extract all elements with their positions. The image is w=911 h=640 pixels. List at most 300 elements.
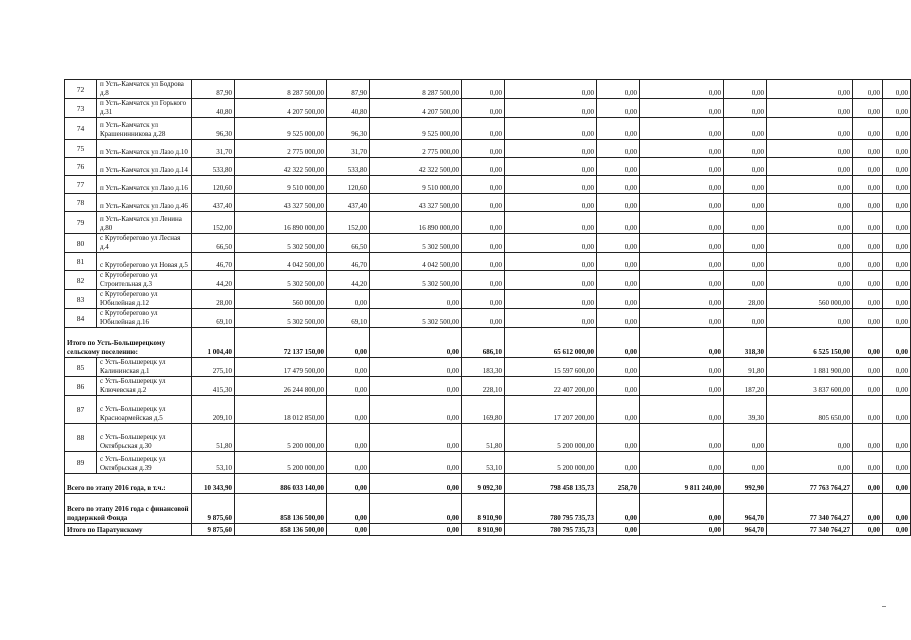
table-row: [65, 176, 911, 194]
value-cell: 5 200 000,00: [505, 452, 597, 474]
value-cell: 0,00: [597, 234, 640, 253]
value-cell: 0,00: [370, 424, 462, 452]
value-cell: 0,00: [505, 234, 597, 253]
value-cell: 0,00: [640, 290, 724, 309]
value-cell: 0,00: [505, 290, 597, 309]
table-row: [65, 140, 911, 158]
value-cell: 533,80: [192, 158, 235, 176]
value-cell: 44,20: [327, 271, 370, 290]
value-cell: 0,00: [370, 452, 462, 474]
value-cell: 43 327 500,00: [235, 194, 327, 212]
value-cell: 0,00: [853, 290, 883, 309]
value-cell: 0,00: [370, 524, 462, 536]
value-cell: 0,00: [883, 474, 911, 494]
value-cell: 0,00: [883, 80, 911, 99]
table-row: [65, 118, 911, 140]
value-cell: 0,00: [505, 176, 597, 194]
value-cell: 40,80: [327, 99, 370, 118]
value-cell: 0,00: [640, 118, 724, 140]
value-cell: 0,00: [462, 253, 505, 271]
row-number: 83: [65, 290, 97, 309]
value-cell: 0,00: [640, 234, 724, 253]
value-cell: 152,00: [327, 212, 370, 234]
row-number: 86: [65, 377, 97, 396]
value-cell: 533,80: [327, 158, 370, 176]
value-cell: 0,00: [883, 99, 911, 118]
value-cell: 0,00: [883, 194, 911, 212]
value-cell: 28,00: [724, 290, 767, 309]
table-row: [65, 80, 911, 99]
value-cell: 0,00: [767, 271, 853, 290]
address-cell: с Усть-Большерецк ул Калининская д.1: [97, 358, 192, 377]
value-cell: 0,00: [597, 396, 640, 424]
value-cell: 0,00: [505, 80, 597, 99]
value-cell: 4 207 500,00: [235, 99, 327, 118]
row-number: 77: [65, 176, 97, 194]
value-cell: 0,00: [462, 99, 505, 118]
value-cell: 31,70: [327, 140, 370, 158]
value-cell: 415,30: [192, 377, 235, 396]
value-cell: 0,00: [640, 140, 724, 158]
value-cell: 5 302 500,00: [235, 234, 327, 253]
value-cell: 0,00: [767, 176, 853, 194]
value-cell: 0,00: [767, 99, 853, 118]
value-cell: 0,00: [853, 494, 883, 524]
value-cell: 0,00: [597, 158, 640, 176]
value-cell: 0,00: [724, 158, 767, 176]
table-row: [65, 396, 911, 424]
value-cell: 318,30: [724, 328, 767, 358]
address-cell: п Усть-Камчатск ул Лазо д.16: [97, 176, 192, 194]
value-cell: 77 340 764,27: [767, 524, 853, 536]
value-cell: 16 890 000,00: [235, 212, 327, 234]
value-cell: 0,00: [640, 524, 724, 536]
value-cell: 0,00: [883, 271, 911, 290]
value-cell: 805 650,00: [767, 396, 853, 424]
value-cell: 0,00: [767, 80, 853, 99]
value-cell: 0,00: [883, 212, 911, 234]
value-cell: 53,10: [462, 452, 505, 474]
value-cell: 0,00: [767, 158, 853, 176]
value-cell: 0,00: [505, 253, 597, 271]
value-cell: 0,00: [883, 309, 911, 328]
value-cell: 0,00: [767, 253, 853, 271]
table-body: [65, 80, 911, 536]
value-cell: 46,70: [327, 253, 370, 271]
value-cell: 0,00: [767, 452, 853, 474]
value-cell: 0,00: [597, 452, 640, 474]
value-cell: 0,00: [883, 118, 911, 140]
value-cell: 42 322 500,00: [370, 158, 462, 176]
value-cell: 0,00: [597, 118, 640, 140]
value-cell: 8 910,90: [462, 494, 505, 524]
address-cell: п Усть-Камчатск ул Горького д.31: [97, 99, 192, 118]
value-cell: 0,00: [883, 494, 911, 524]
value-cell: 87,90: [192, 80, 235, 99]
value-cell: 0,00: [327, 358, 370, 377]
value-cell: 0,00: [462, 158, 505, 176]
value-cell: 46,70: [192, 253, 235, 271]
value-cell: 0,00: [853, 176, 883, 194]
value-cell: 886 033 140,00: [235, 474, 327, 494]
value-cell: 0,00: [640, 452, 724, 474]
value-cell: 0,00: [597, 194, 640, 212]
address-cell: п Усть-Камчатск ул Ленина д.80: [97, 212, 192, 234]
value-cell: 0,00: [327, 424, 370, 452]
value-cell: 0,00: [597, 212, 640, 234]
row-number: 72: [65, 80, 97, 99]
value-cell: 152,00: [192, 212, 235, 234]
value-cell: 4 042 500,00: [235, 253, 327, 271]
value-cell: 686,10: [462, 328, 505, 358]
value-cell: 0,00: [462, 194, 505, 212]
value-cell: 0,00: [724, 194, 767, 212]
value-cell: 0,00: [853, 140, 883, 158]
address-cell: с Усть-Большерецк ул Ключевская д.2: [97, 377, 192, 396]
value-cell: 8 287 500,00: [370, 80, 462, 99]
value-cell: 65 612 000,00: [505, 328, 597, 358]
value-cell: 0,00: [640, 328, 724, 358]
value-cell: 51,80: [462, 424, 505, 452]
value-cell: 72 137 150,00: [235, 328, 327, 358]
value-cell: 0,00: [327, 377, 370, 396]
value-cell: 0,00: [462, 118, 505, 140]
value-cell: 0,00: [597, 140, 640, 158]
value-cell: 9 510 000,00: [235, 176, 327, 194]
row-number: 80: [65, 234, 97, 253]
value-cell: 0,00: [327, 524, 370, 536]
value-cell: 16 890 000,00: [370, 212, 462, 234]
row-number: 74: [65, 118, 97, 140]
value-cell: 87,90: [327, 80, 370, 99]
value-cell: 0,00: [640, 158, 724, 176]
value-cell: 0,00: [597, 80, 640, 99]
value-cell: 0,00: [597, 271, 640, 290]
value-cell: 0,00: [640, 271, 724, 290]
value-cell: 0,00: [505, 271, 597, 290]
value-cell: 0,00: [883, 424, 911, 452]
value-cell: 0,00: [462, 176, 505, 194]
value-cell: 0,00: [724, 176, 767, 194]
value-cell: 6 525 150,00: [767, 328, 853, 358]
value-cell: 0,00: [883, 290, 911, 309]
value-cell: 0,00: [883, 158, 911, 176]
value-cell: 9 525 000,00: [370, 118, 462, 140]
value-cell: 0,00: [883, 234, 911, 253]
value-cell: 18 012 850,00: [235, 396, 327, 424]
value-cell: 66,50: [327, 234, 370, 253]
value-cell: 0,00: [640, 309, 724, 328]
row-number: 89: [65, 452, 97, 474]
value-cell: 69,10: [327, 309, 370, 328]
value-cell: 0,00: [853, 452, 883, 474]
value-cell: 0,00: [767, 212, 853, 234]
value-cell: 0,00: [853, 80, 883, 99]
value-cell: 0,00: [853, 194, 883, 212]
value-cell: 8 287 500,00: [235, 80, 327, 99]
value-cell: 0,00: [853, 474, 883, 494]
value-cell: 0,00: [370, 328, 462, 358]
total-label: Итого по Паратунскому: [65, 524, 192, 536]
value-cell: 4 207 500,00: [370, 99, 462, 118]
value-cell: 858 136 500,00: [235, 494, 327, 524]
table-row: [65, 158, 911, 176]
value-cell: 0,00: [853, 99, 883, 118]
address-cell: п Усть-Камчатск ул Бодрова д.8: [97, 80, 192, 99]
value-cell: 0,00: [327, 452, 370, 474]
value-cell: 258,70: [597, 474, 640, 494]
value-cell: 22 407 200,00: [505, 377, 597, 396]
row-number: 73: [65, 99, 97, 118]
value-cell: 0,00: [462, 290, 505, 309]
value-cell: 1 004,40: [192, 328, 235, 358]
value-cell: 5 302 500,00: [235, 271, 327, 290]
value-cell: 0,00: [462, 140, 505, 158]
value-cell: 42 322 500,00: [235, 158, 327, 176]
address-cell: с Крутоберегово ул Юбилейная д.12: [97, 290, 192, 309]
value-cell: 0,00: [724, 140, 767, 158]
value-cell: 0,00: [597, 424, 640, 452]
table-row: [65, 194, 911, 212]
value-cell: 0,00: [327, 474, 370, 494]
total-row: [65, 328, 911, 358]
value-cell: 0,00: [327, 396, 370, 424]
value-cell: 0,00: [505, 140, 597, 158]
value-cell: 780 795 735,73: [505, 494, 597, 524]
value-cell: 0,00: [767, 234, 853, 253]
value-cell: 0,00: [462, 212, 505, 234]
value-cell: 51,80: [192, 424, 235, 452]
value-cell: 0,00: [767, 140, 853, 158]
total-label: Всего по этапу 2016 года с финансовой поддержкой Фонда: [65, 494, 192, 524]
value-cell: 0,00: [370, 377, 462, 396]
address-cell: с Усть-Большерецк ул Октябрьская д.39: [97, 452, 192, 474]
value-cell: 0,00: [640, 194, 724, 212]
value-cell: 0,00: [327, 328, 370, 358]
value-cell: 0,00: [597, 290, 640, 309]
value-cell: 0,00: [853, 212, 883, 234]
row-number: 85: [65, 358, 97, 377]
value-cell: 0,00: [505, 309, 597, 328]
value-cell: 0,00: [853, 253, 883, 271]
table-row: [65, 234, 911, 253]
value-cell: 96,30: [327, 118, 370, 140]
value-cell: 5 200 000,00: [235, 424, 327, 452]
value-cell: 275,10: [192, 358, 235, 377]
value-cell: 0,00: [462, 80, 505, 99]
value-cell: 0,00: [597, 358, 640, 377]
value-cell: 91,80: [724, 358, 767, 377]
row-number: 78: [65, 194, 97, 212]
row-number: 87: [65, 396, 97, 424]
value-cell: 0,00: [505, 194, 597, 212]
value-cell: 0,00: [505, 118, 597, 140]
value-cell: 53,10: [192, 452, 235, 474]
value-cell: 0,00: [462, 309, 505, 328]
value-cell: 44,20: [192, 271, 235, 290]
value-cell: 0,00: [883, 140, 911, 158]
value-cell: 120,60: [327, 176, 370, 194]
value-cell: 0,00: [640, 494, 724, 524]
address-cell: с Крутоберегово ул Юбилейная д.16: [97, 309, 192, 328]
value-cell: 77 763 764,27: [767, 474, 853, 494]
value-cell: 0,00: [370, 358, 462, 377]
value-cell: 39,30: [724, 396, 767, 424]
value-cell: 0,00: [724, 253, 767, 271]
value-cell: 0,00: [327, 290, 370, 309]
value-cell: 0,00: [724, 234, 767, 253]
value-cell: 0,00: [640, 396, 724, 424]
value-cell: 0,00: [640, 358, 724, 377]
value-cell: 77 340 764,27: [767, 494, 853, 524]
table-row: [65, 99, 911, 118]
total-label: Всего по этапу 2016 года, в т.ч.:: [65, 474, 192, 494]
value-cell: 0,00: [640, 176, 724, 194]
value-cell: 0,00: [640, 424, 724, 452]
value-cell: 992,90: [724, 474, 767, 494]
value-cell: 5 200 000,00: [235, 452, 327, 474]
value-cell: 780 795 735,73: [505, 524, 597, 536]
value-cell: 0,00: [853, 524, 883, 536]
value-cell: 0,00: [462, 234, 505, 253]
value-cell: 183,30: [462, 358, 505, 377]
value-cell: 0,00: [724, 212, 767, 234]
value-cell: 0,00: [724, 309, 767, 328]
value-cell: 1 881 900,00: [767, 358, 853, 377]
value-cell: 3 837 600,00: [767, 377, 853, 396]
value-cell: 8 910,90: [462, 524, 505, 536]
scan-mark: [882, 606, 886, 607]
address-cell: с Крутоберегово ул Новая д.5: [97, 253, 192, 271]
value-cell: 0,00: [767, 424, 853, 452]
value-cell: 0,00: [640, 99, 724, 118]
address-cell: п Усть-Камчатск ул Крашенинникова д.28: [97, 118, 192, 140]
address-cell: с Усть-Большерецк ул Октябрьская д.30: [97, 424, 192, 452]
value-cell: 0,00: [724, 424, 767, 452]
value-cell: 0,00: [597, 99, 640, 118]
value-cell: 9 875,60: [192, 494, 235, 524]
value-cell: 964,70: [724, 524, 767, 536]
value-cell: 0,00: [597, 309, 640, 328]
value-cell: 0,00: [597, 494, 640, 524]
value-cell: 0,00: [883, 253, 911, 271]
value-cell: 0,00: [853, 271, 883, 290]
row-number: 76: [65, 158, 97, 176]
value-cell: 0,00: [883, 396, 911, 424]
address-cell: с Усть-Большерецк ул Красноармейская д.5: [97, 396, 192, 424]
row-number: 79: [65, 212, 97, 234]
value-cell: 0,00: [640, 253, 724, 271]
value-cell: 0,00: [327, 494, 370, 524]
value-cell: 228,10: [462, 377, 505, 396]
value-cell: 17 207 200,00: [505, 396, 597, 424]
value-cell: 5 302 500,00: [235, 309, 327, 328]
address-cell: п Усть-Камчатск ул Лазо д.14: [97, 158, 192, 176]
address-cell: п Усть-Камчатск ул Лазо д.46: [97, 194, 192, 212]
address-cell: с Крутоберегово ул Лесная д.4: [97, 234, 192, 253]
value-cell: 0,00: [505, 158, 597, 176]
value-cell: 0,00: [853, 396, 883, 424]
value-cell: 0,00: [883, 176, 911, 194]
value-cell: 0,00: [724, 99, 767, 118]
value-cell: 0,00: [597, 328, 640, 358]
value-cell: 0,00: [853, 234, 883, 253]
value-cell: 0,00: [505, 212, 597, 234]
total-row: [65, 494, 911, 524]
value-cell: 0,00: [767, 194, 853, 212]
value-cell: 0,00: [597, 176, 640, 194]
table-row: [65, 212, 911, 234]
total-row: [65, 474, 911, 494]
value-cell: 0,00: [767, 309, 853, 328]
row-number: 84: [65, 309, 97, 328]
table-row: [65, 253, 911, 271]
value-cell: 858 136 500,00: [235, 524, 327, 536]
value-cell: 0,00: [370, 474, 462, 494]
table-row: [65, 452, 911, 474]
value-cell: 9 875,60: [192, 524, 235, 536]
value-cell: 9 811 240,00: [640, 474, 724, 494]
value-cell: 40,80: [192, 99, 235, 118]
table-row: [65, 358, 911, 377]
value-cell: 169,80: [462, 396, 505, 424]
value-cell: 0,00: [597, 377, 640, 396]
value-cell: 187,20: [724, 377, 767, 396]
value-cell: 0,00: [853, 328, 883, 358]
value-cell: 964,70: [724, 494, 767, 524]
value-cell: 0,00: [597, 524, 640, 536]
value-cell: 0,00: [883, 377, 911, 396]
value-cell: 0,00: [853, 118, 883, 140]
value-cell: 5 302 500,00: [370, 271, 462, 290]
value-cell: 0,00: [724, 452, 767, 474]
value-cell: 4 042 500,00: [370, 253, 462, 271]
value-cell: 5 200 000,00: [505, 424, 597, 452]
table-row: [65, 290, 911, 309]
value-cell: 9 525 000,00: [235, 118, 327, 140]
value-cell: 0,00: [462, 271, 505, 290]
value-cell: 17 479 500,00: [235, 358, 327, 377]
value-cell: 0,00: [853, 309, 883, 328]
table-row: [65, 271, 911, 290]
value-cell: 0,00: [883, 358, 911, 377]
value-cell: 0,00: [883, 524, 911, 536]
address-cell: с Крутоберегово ул Строительная д.3: [97, 271, 192, 290]
value-cell: 96,30: [192, 118, 235, 140]
value-cell: 560 000,00: [235, 290, 327, 309]
value-cell: 5 302 500,00: [370, 309, 462, 328]
total-row: [65, 524, 911, 536]
value-cell: 0,00: [724, 80, 767, 99]
value-cell: 437,40: [192, 194, 235, 212]
value-cell: 0,00: [853, 424, 883, 452]
value-cell: 0,00: [640, 377, 724, 396]
value-cell: 5 302 500,00: [370, 234, 462, 253]
value-cell: 0,00: [724, 271, 767, 290]
value-cell: 0,00: [370, 494, 462, 524]
value-cell: 798 458 135,73: [505, 474, 597, 494]
total-label: Итого по Усть-Большерецкому сельскому поселению:: [65, 328, 192, 358]
value-cell: 31,70: [192, 140, 235, 158]
value-cell: 26 244 800,00: [235, 377, 327, 396]
value-cell: 10 343,90: [192, 474, 235, 494]
housing-program-table: [64, 79, 911, 536]
value-cell: 0,00: [853, 377, 883, 396]
row-number: 88: [65, 424, 97, 452]
row-number: 81: [65, 253, 97, 271]
address-cell: п Усть-Камчатск ул Лазо д.10: [97, 140, 192, 158]
value-cell: 2 775 000,00: [370, 140, 462, 158]
